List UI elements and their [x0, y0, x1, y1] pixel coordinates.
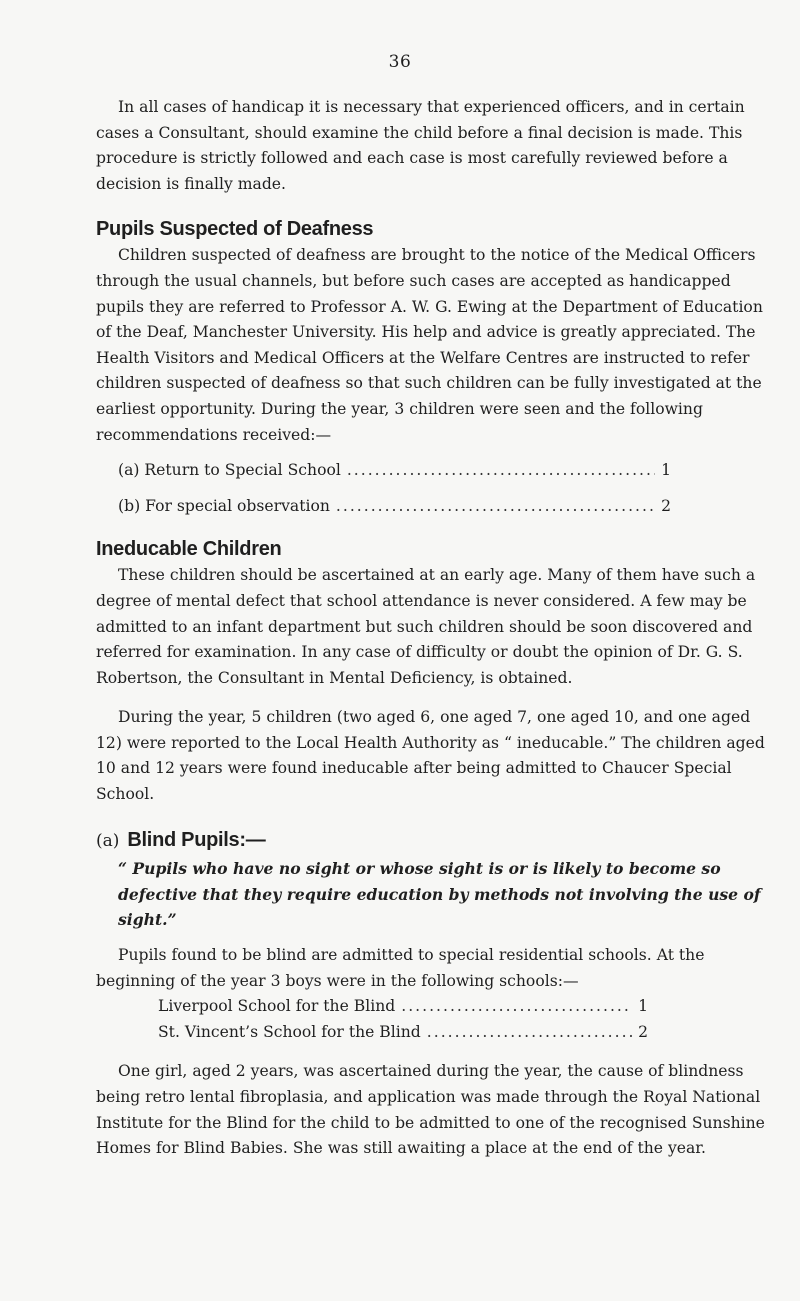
blind-paragraph-1: Pupils found to be blind are admitted to special residential schools. At the beginning of the year 3 boys were in the following schools:—	[96, 946, 705, 990]
blind-heading	[96, 828, 776, 855]
dot-leader	[401, 994, 632, 1020]
ineducable-paragraph-1: These children should be ascertained at an early age. Many of them have such a degree of mental defect that school attendance is never considered. A few may be admitted to an infant department but such children should be soon discovered and referred for examination. In any case of difficulty or doubt the opinion of Dr. G. S. Robertson, the Consultant in Mental Deficiency, is obtained.	[96, 566, 756, 687]
blind-heading-title: Blind Pupils:—	[127, 828, 266, 851]
deafness-paragraph: Children suspected of deafness are brought to the notice of the Medical Officers through the usual channels, but before such cases are accepted as handicapped pupils they are referred to Professor A. W. G. Ewing at the Department of Education of the Deaf, Manchester University. His help and advice is greatly appreciated. The Health Visitors and Medical Officers at the Welfare Centres are instructed to refer children suspected of deafness so that such children can be fully investigated at the earliest opportunity. During the year, 3 children were seen and the following recommendations received:—	[96, 246, 763, 444]
list-item-value: 1	[638, 997, 648, 1016]
blind-definition: “ Pupils who have no sight or whose sight is or is likely to become so defective that they require education by methods not involving the use of sight.”	[118, 859, 761, 930]
list-item	[158, 994, 648, 1020]
list-item	[158, 1020, 648, 1046]
blind-heading-prefix: (a)	[96, 830, 120, 851]
ineducable-heading: Ineducable Children	[96, 538, 282, 561]
list-item-label: Liverpool School for the Blind	[158, 997, 396, 1016]
list-item-label: (a) Return to Special School	[118, 461, 341, 480]
deafness-recommendations-list	[96, 458, 671, 519]
blind-schools-list	[96, 994, 648, 1045]
page-number: 36	[388, 52, 412, 72]
dot-leader	[336, 494, 655, 520]
intro-paragraph: In all cases of handicap it is necessary that experienced officers, and in certain cases a Consultant, should examine the child before a final decision is made. This procedure is strictly followed and each case is most carefully reviewed before a decision is finally made.	[96, 98, 745, 193]
list-item-value: 2	[661, 496, 671, 515]
list-item-value: 1	[661, 461, 671, 480]
dot-leader	[347, 458, 655, 484]
list-item	[118, 494, 671, 520]
deafness-heading: Pupils Suspected of Deafness	[96, 218, 374, 241]
ineducable-paragraph-2: During the year, 5 children (two aged 6, one aged 7, one aged 10, and one aged 12) were reported to the Local Health Authority as “ ineducable.” The children aged 10 and 12 years were found ineducable after being admitted to Chaucer Special School.	[96, 708, 765, 804]
list-item-label: (b) For special observation	[118, 496, 330, 515]
list-item-value: 2	[638, 1022, 648, 1041]
page-content	[96, 95, 776, 1162]
blind-paragraph-2: One girl, aged 2 years, was ascertained during the year, the cause of blindness being retro lental fibroplasia, and application was made through the Royal National Institute for the Blind for the child to be admitted to one of the recognised Sunshine Homes for Blind Babies. She was still awaiting a place at the end of the year.	[96, 1062, 765, 1158]
list-item	[118, 458, 671, 484]
dot-leader	[427, 1020, 632, 1046]
list-item-label: St. Vincent’s School for the Blind	[158, 1022, 421, 1041]
